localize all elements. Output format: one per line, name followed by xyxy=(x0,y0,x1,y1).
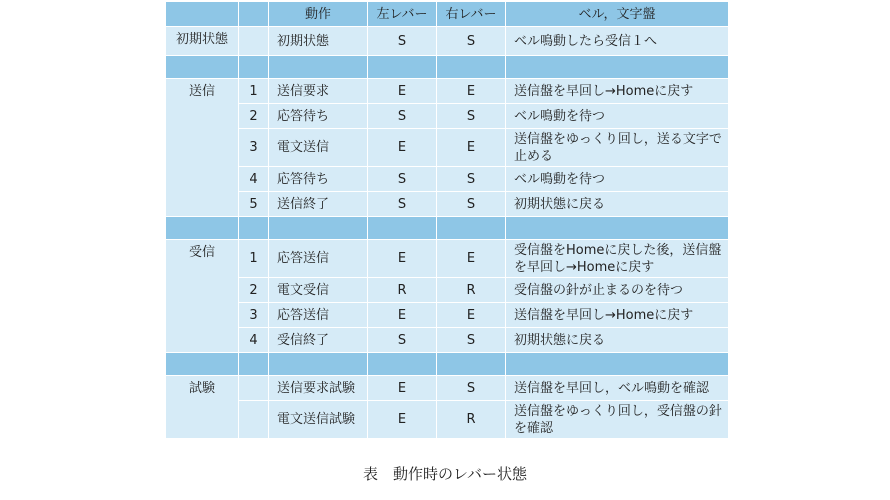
right-lever-cell: S xyxy=(437,27,506,56)
table-caption: 表 動作時のレバー状態 xyxy=(363,465,527,483)
bell-dial-cell: 送信盤をゆっくり回し，受信盤の針を確認 xyxy=(506,401,729,439)
header-left-lever: 左レバー xyxy=(368,2,437,27)
divider-cell xyxy=(269,217,368,240)
left-lever-cell: E xyxy=(368,401,437,439)
action-cell: 受信終了 xyxy=(269,328,368,353)
divider-cell xyxy=(368,353,437,376)
step-cell: 2 xyxy=(239,278,269,303)
divider-cell xyxy=(506,217,729,240)
category-cell: 試験 xyxy=(166,376,239,439)
divider-cell xyxy=(239,353,269,376)
step-cell: 3 xyxy=(239,303,269,328)
table-row xyxy=(166,278,729,303)
section-divider-row xyxy=(166,217,729,240)
table-row xyxy=(166,376,729,401)
divider-cell xyxy=(239,217,269,240)
header-right-lever: 右レバー xyxy=(437,2,506,27)
divider-cell xyxy=(437,217,506,240)
category-cell: 送信 xyxy=(166,79,239,217)
left-lever-cell: E xyxy=(368,129,437,167)
bell-dial-cell: ベル鳴動を待つ xyxy=(506,104,729,129)
bell-dial-cell: 受信盤をHomeに戻した後，送信盤を早回し→Homeに戻す xyxy=(506,240,729,278)
right-lever-cell: S xyxy=(437,376,506,401)
table-row xyxy=(166,192,729,217)
divider-cell xyxy=(166,217,239,240)
bell-dial-cell: 送信盤をゆっくり回し，送る文字で止める xyxy=(506,129,729,167)
bell-dial-cell: 送信盤を早回し→Homeに戻す xyxy=(506,303,729,328)
divider-cell xyxy=(166,56,239,79)
left-lever-cell: E xyxy=(368,79,437,104)
right-lever-cell: S xyxy=(437,192,506,217)
divider-cell xyxy=(437,56,506,79)
bell-dial-cell: 送信盤を早回し→Homeに戻す xyxy=(506,79,729,104)
divider-cell xyxy=(506,353,729,376)
action-cell: 送信要求 xyxy=(269,79,368,104)
right-lever-cell: S xyxy=(437,167,506,192)
lever-state-table xyxy=(165,1,729,439)
table-row xyxy=(166,328,729,353)
left-lever-cell: S xyxy=(368,192,437,217)
right-lever-cell: R xyxy=(437,401,506,439)
divider-cell xyxy=(368,217,437,240)
divider-cell xyxy=(239,56,269,79)
bell-dial-cell: ベル鳴動を待つ xyxy=(506,167,729,192)
step-cell xyxy=(239,27,269,56)
category-cell: 受信 xyxy=(166,240,239,353)
lever-state-table-wrapper xyxy=(165,1,728,439)
right-lever-cell: E xyxy=(437,79,506,104)
action-cell: 電文送信 xyxy=(269,129,368,167)
category-cell: 初期状態 xyxy=(166,27,239,56)
step-cell: 4 xyxy=(239,328,269,353)
table-row xyxy=(166,79,729,104)
right-lever-cell: R xyxy=(437,278,506,303)
action-cell: 電文送信試験 xyxy=(269,401,368,439)
bell-dial-cell: 送信盤を早回し，ベル鳴動を確認 xyxy=(506,376,729,401)
left-lever-cell: R xyxy=(368,278,437,303)
table-row xyxy=(166,240,729,278)
section-divider-row xyxy=(166,353,729,376)
action-cell: 応答待ち xyxy=(269,167,368,192)
left-lever-cell: S xyxy=(368,104,437,129)
left-lever-cell: S xyxy=(368,167,437,192)
left-lever-cell: S xyxy=(368,328,437,353)
divider-cell xyxy=(269,56,368,79)
header-action: 動作 xyxy=(269,2,368,27)
table-row xyxy=(166,27,729,56)
table-row xyxy=(166,303,729,328)
left-lever-cell: S xyxy=(368,27,437,56)
action-cell: 電文受信 xyxy=(269,278,368,303)
right-lever-cell: E xyxy=(437,303,506,328)
table-row xyxy=(166,401,729,439)
left-lever-cell: E xyxy=(368,303,437,328)
divider-cell xyxy=(437,353,506,376)
divider-cell xyxy=(166,353,239,376)
step-cell: 1 xyxy=(239,240,269,278)
right-lever-cell: E xyxy=(437,129,506,167)
section-divider-row xyxy=(166,56,729,79)
bell-dial-cell: 初期状態に戻る xyxy=(506,328,729,353)
step-cell: 1 xyxy=(239,79,269,104)
action-cell: 初期状態 xyxy=(269,27,368,56)
table-row xyxy=(166,167,729,192)
table-row xyxy=(166,104,729,129)
action-cell: 送信終了 xyxy=(269,192,368,217)
step-cell: 2 xyxy=(239,104,269,129)
header-bell-dial: ベル，文字盤 xyxy=(506,2,729,27)
left-lever-cell: E xyxy=(368,376,437,401)
right-lever-cell: S xyxy=(437,104,506,129)
step-cell: 3 xyxy=(239,129,269,167)
step-cell: 4 xyxy=(239,167,269,192)
step-cell xyxy=(239,376,269,401)
left-lever-cell: E xyxy=(368,240,437,278)
divider-cell xyxy=(506,56,729,79)
action-cell: 応答送信 xyxy=(269,303,368,328)
step-cell xyxy=(239,401,269,439)
action-cell: 送信要求試験 xyxy=(269,376,368,401)
divider-cell xyxy=(269,353,368,376)
action-cell: 応答待ち xyxy=(269,104,368,129)
divider-cell xyxy=(368,56,437,79)
right-lever-cell: E xyxy=(437,240,506,278)
bell-dial-cell: ベル鳴動したら受信１へ xyxy=(506,27,729,56)
action-cell: 応答送信 xyxy=(269,240,368,278)
header-row xyxy=(166,2,729,27)
bell-dial-cell: 受信盤の針が止まるのを待つ xyxy=(506,278,729,303)
header-step xyxy=(239,2,269,27)
step-cell: 5 xyxy=(239,192,269,217)
right-lever-cell: S xyxy=(437,328,506,353)
header-category xyxy=(166,2,239,27)
table-row xyxy=(166,129,729,167)
bell-dial-cell: 初期状態に戻る xyxy=(506,192,729,217)
